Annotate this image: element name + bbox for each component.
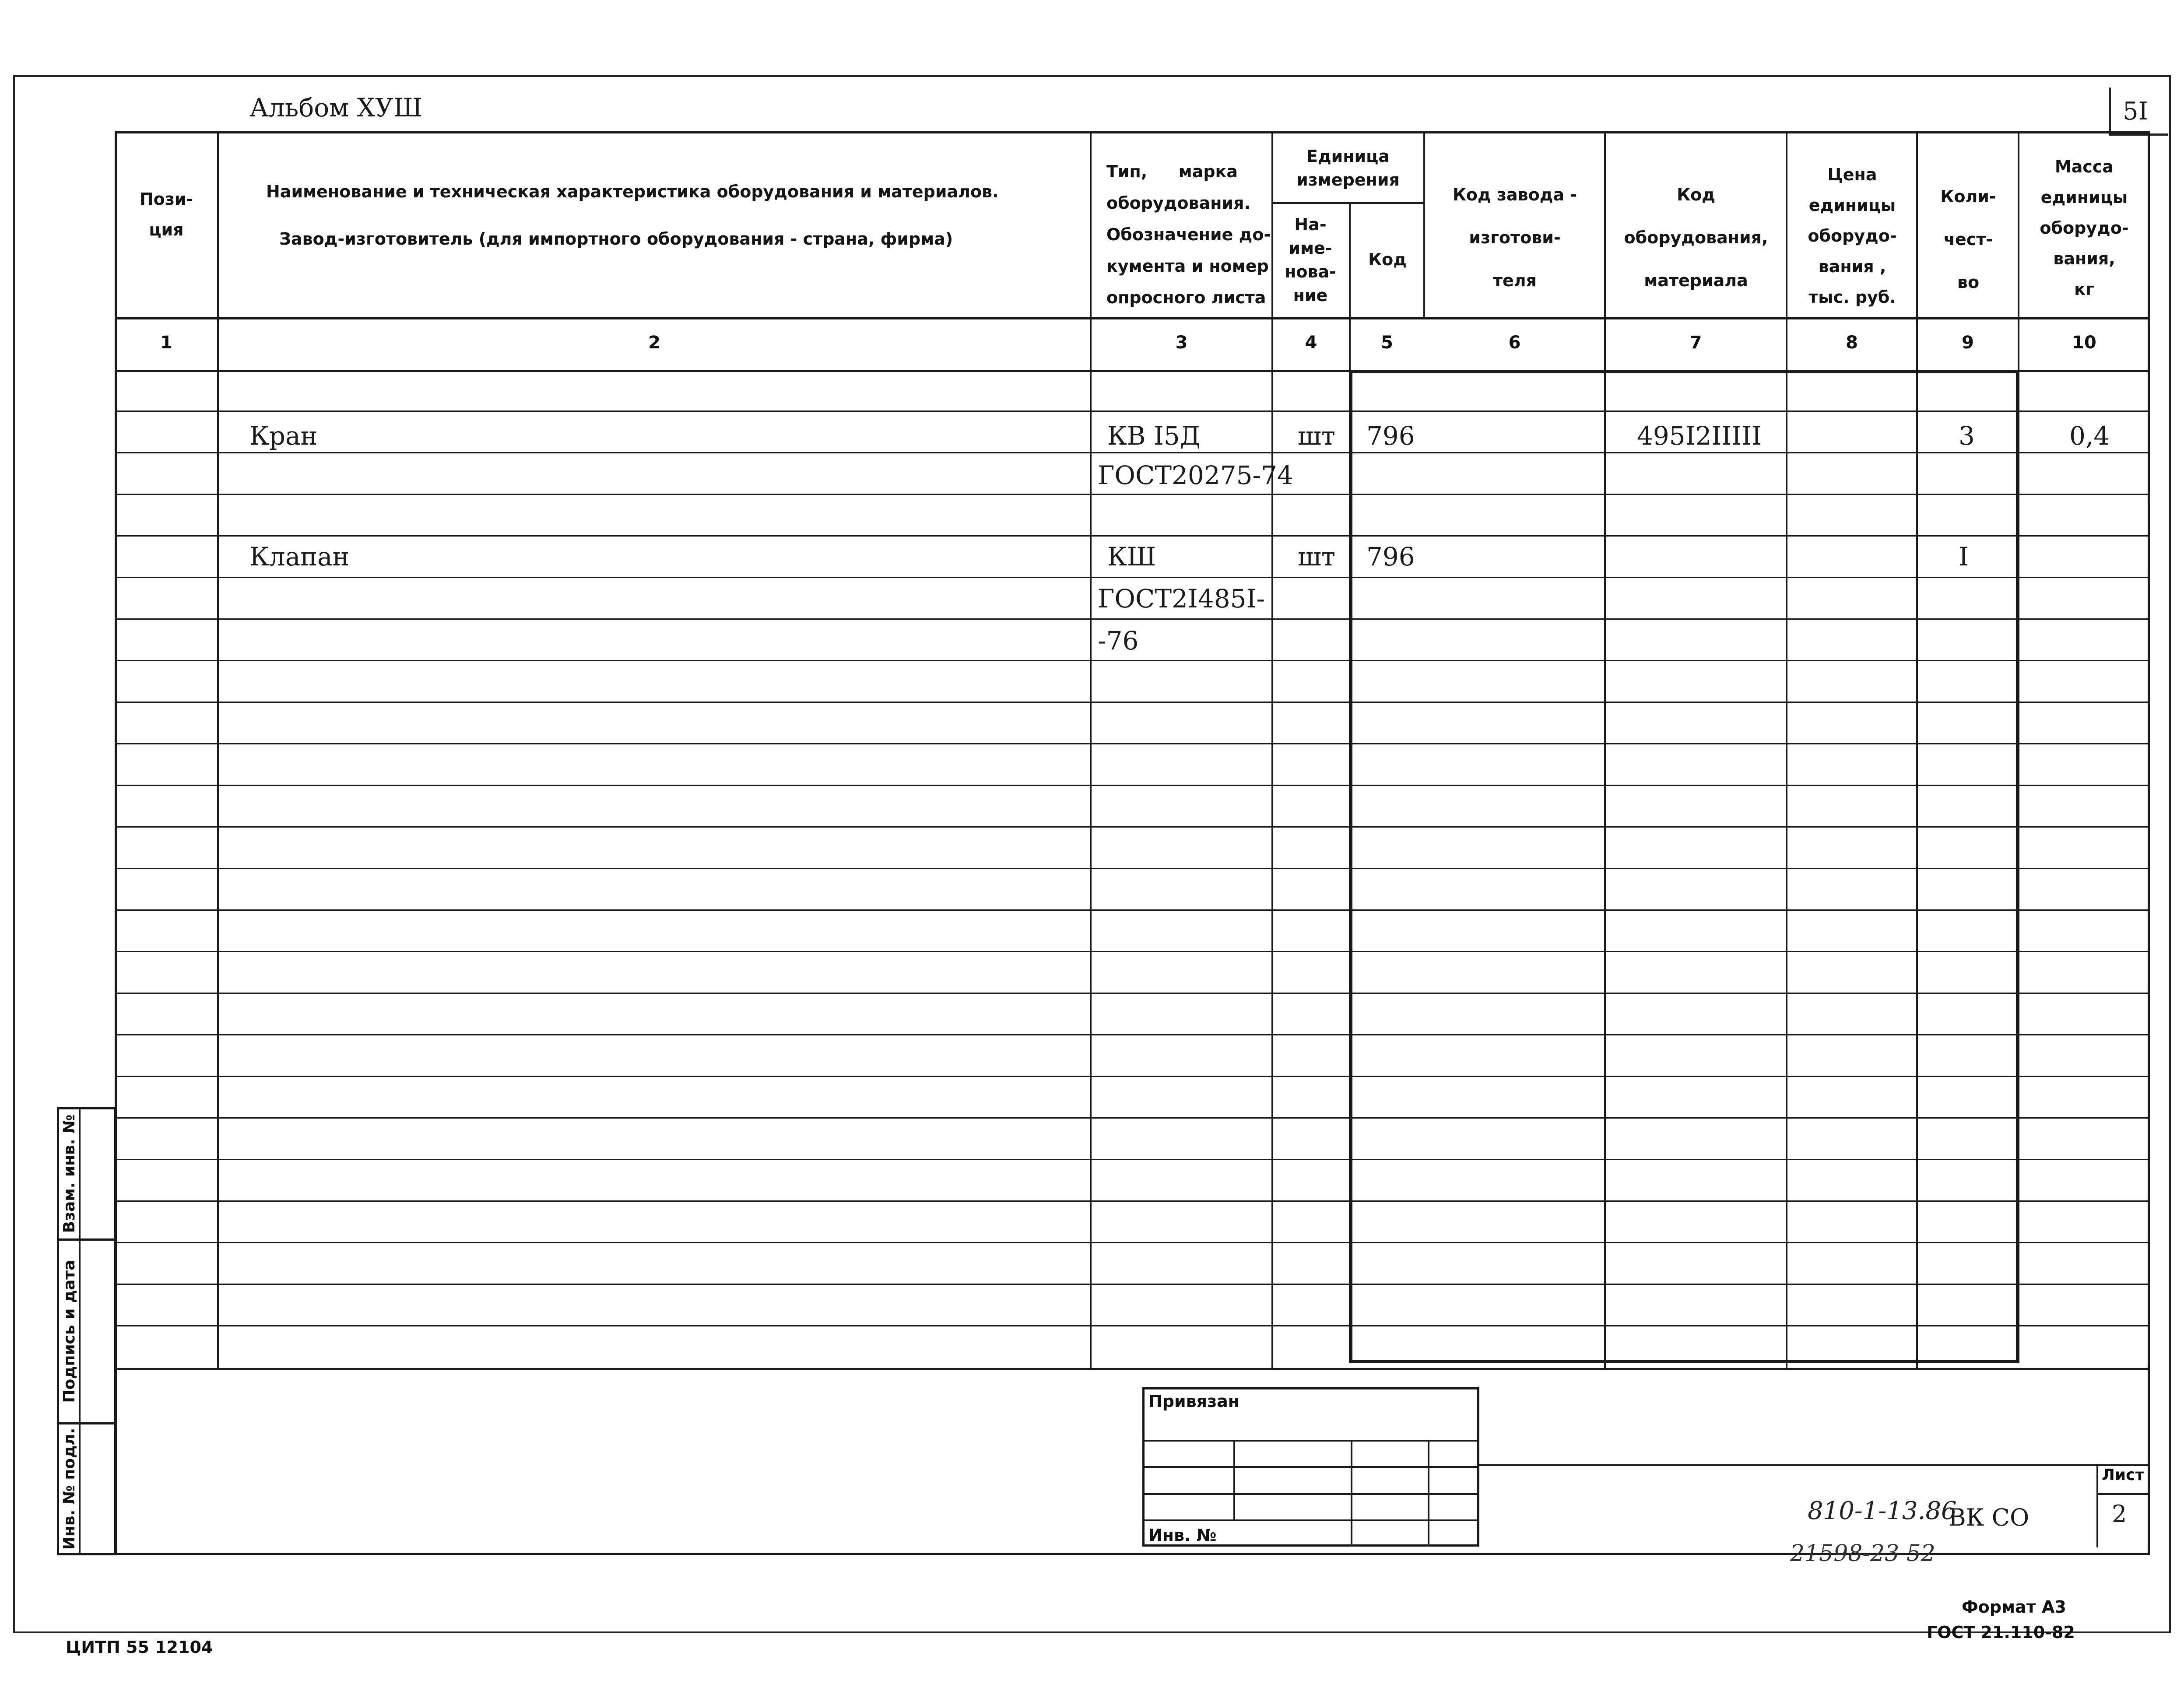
item-doc: -76	[1098, 626, 1139, 656]
sheet-number: 2	[2112, 1500, 2127, 1528]
header-col2-line2: Завод-изготовитель (для импортного оборудования - страна, фирма)	[279, 229, 953, 249]
page-number: 5I	[2123, 97, 2148, 126]
table-row-line	[115, 452, 2150, 453]
item-type: КШ	[1107, 542, 1156, 572]
column-number: 7	[1689, 333, 1702, 353]
table-row-line	[115, 535, 2150, 537]
header-col6: Код завода - изготови- теля	[1452, 185, 1577, 290]
item-unit-code: 796	[1366, 542, 1415, 572]
table-row-line	[115, 494, 2150, 495]
title-line	[2096, 1493, 2150, 1495]
table-row-line	[115, 868, 2150, 869]
column-number: 6	[1508, 333, 1521, 353]
gost-label: ГОСТ 21.110-82	[1927, 1623, 2075, 1642]
designation-print: ВК СО	[1949, 1504, 2030, 1531]
item-doc: ГОСТ20275-74	[1098, 460, 1293, 490]
handwritten-number: 21598-23 52	[1790, 1540, 1935, 1567]
table-row-line	[115, 660, 2150, 661]
item-type: КВ I5Д	[1107, 421, 1201, 451]
header-col3: Тип, марка оборудования. Обозначение до- кумента и номер опросного листа	[1106, 162, 1271, 307]
table-row-line	[115, 1076, 2150, 1077]
album-title: Альбом ХУШ	[249, 93, 423, 123]
header-unit-group: Единица измерения	[1296, 147, 1400, 189]
publisher-label: ЦИТП 55 12104	[66, 1638, 213, 1657]
header-col2-line1: Наименование и техническая характеристика оборудования и материалов.	[266, 182, 999, 201]
table-row-line	[115, 1242, 2150, 1243]
stamp-inv-no: Инв. №	[1148, 1526, 1217, 1545]
table-row-line	[115, 577, 2150, 578]
header-line	[1271, 202, 1425, 204]
table-row-line	[115, 1159, 2150, 1160]
item-quantity: I	[1959, 542, 1969, 572]
stamp-line	[1428, 1440, 1429, 1547]
table-row-line	[115, 1325, 2150, 1326]
item-doc: ГОСТ2I485I-	[1098, 584, 1265, 614]
stamp-line	[1351, 1440, 1352, 1547]
header-col4: На- име- нова- ние	[1285, 215, 1336, 305]
column-number: 10	[2072, 333, 2096, 353]
item-unit-code: 796	[1366, 421, 1415, 451]
title-line	[2096, 1464, 2098, 1547]
column-number: 8	[1846, 333, 1858, 353]
table-row-line	[115, 951, 2150, 952]
side-label-podpis: Подпись и дата	[60, 1259, 78, 1403]
stamp-privyazan: Привязан	[1148, 1392, 1240, 1411]
header-col8: Цена единицы оборудо- вания , тыс. руб.	[1808, 165, 1897, 307]
header-col7: Код оборудования, материала	[1624, 185, 1768, 290]
header-col5: Код	[1368, 250, 1407, 269]
header-col1: Пози- ция	[139, 189, 193, 239]
table-row-line	[115, 1284, 2150, 1285]
table-row-line	[115, 1200, 2150, 1202]
thick-data-box	[1349, 370, 2019, 1363]
column-number: 4	[1305, 333, 1317, 353]
format-label: Формат А3	[1962, 1597, 2066, 1617]
item-name: Клапан	[249, 542, 350, 572]
column-number: 3	[1175, 333, 1188, 353]
column-number: 2	[648, 333, 660, 353]
sheet-label: Лист	[2102, 1466, 2145, 1484]
title-line	[1479, 1464, 2149, 1466]
table-row-line	[115, 785, 2150, 786]
designation-handwritten: 810-1-13.86	[1808, 1497, 1957, 1525]
table-row-line	[115, 410, 2150, 412]
item-mass: 0,4	[2069, 421, 2110, 451]
item-unit-name: шт	[1298, 542, 1336, 572]
item-equipment-code: 495I2IIIII	[1637, 421, 1762, 451]
item-quantity: 3	[1959, 421, 1975, 451]
table-row-line	[115, 826, 2150, 828]
header-col9: Коли- чест- во	[1940, 187, 1996, 292]
column-number: 9	[1962, 333, 1974, 353]
column-number: 1	[160, 333, 172, 353]
stamp-line	[1233, 1440, 1235, 1520]
table-row-line	[115, 1034, 2150, 1035]
side-label-inv-podl: Инв. № подл.	[60, 1428, 78, 1550]
side-label-vzam: Взам. инв. №	[60, 1114, 78, 1233]
item-name: Кран	[249, 421, 318, 451]
table-bottom-line	[115, 1368, 2150, 1370]
table-row-line	[115, 909, 2150, 911]
column-number: 5	[1381, 333, 1393, 353]
table-row-line	[115, 993, 2150, 994]
table-row-line	[115, 618, 2150, 620]
item-unit-name: шт	[1298, 421, 1336, 451]
header-col10: Масса единицы оборудо- вания, кг	[2040, 157, 2129, 299]
table-row-line	[115, 702, 2150, 703]
table-row-line	[115, 1117, 2150, 1119]
table-row-line	[115, 743, 2150, 744]
header-line	[115, 317, 2150, 319]
